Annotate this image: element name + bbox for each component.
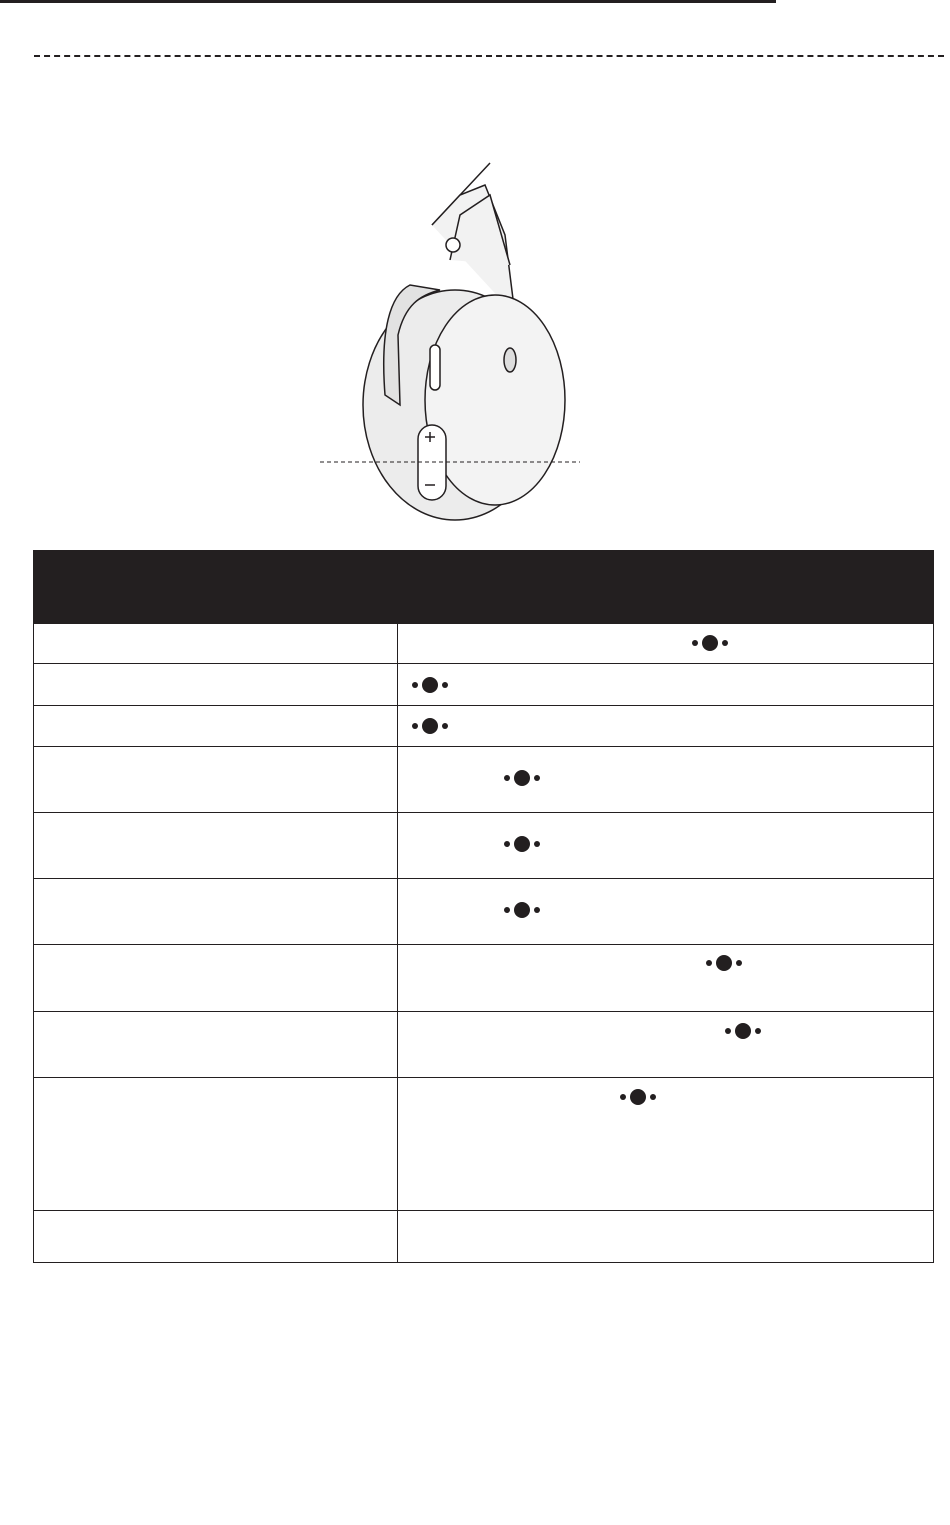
table-row	[34, 1211, 934, 1263]
table-cell	[398, 879, 934, 945]
table-row	[34, 747, 934, 813]
dashed-divider	[34, 55, 944, 57]
table-row	[34, 624, 934, 664]
table-cell	[398, 624, 934, 664]
table-row	[34, 706, 934, 747]
table-cell	[34, 945, 398, 1012]
table-row	[34, 813, 934, 879]
center-button-icon	[614, 1087, 662, 1107]
table-cell	[398, 945, 934, 1012]
table-cell	[34, 706, 398, 747]
center-button-icon	[700, 953, 748, 973]
table-cell	[34, 1012, 398, 1078]
center-button-icon	[498, 834, 546, 854]
table-header-cell	[398, 551, 934, 624]
center-button-icon	[686, 633, 734, 653]
center-button-icon	[498, 768, 546, 788]
table-header-cell	[34, 551, 398, 624]
table-row	[34, 1078, 934, 1211]
table-row	[34, 879, 934, 945]
table-cell	[34, 624, 398, 664]
table-cell	[34, 1078, 398, 1211]
table-cell	[34, 1211, 398, 1263]
table-row	[34, 1012, 934, 1078]
table-row	[34, 945, 934, 1012]
table-cell	[398, 1078, 934, 1211]
headphone-illustration	[310, 155, 600, 525]
table-cell	[34, 879, 398, 945]
center-button-icon	[719, 1021, 767, 1041]
table-cell	[398, 1211, 934, 1263]
table-cell	[398, 706, 934, 747]
table-row	[34, 664, 934, 706]
center-button-icon	[498, 900, 546, 920]
table-cell	[34, 664, 398, 706]
table-cell	[398, 1012, 934, 1078]
table-cell	[398, 747, 934, 813]
table-cell	[398, 664, 934, 706]
table-cell	[34, 813, 398, 879]
center-button-icon	[406, 675, 454, 695]
controls-table	[33, 550, 934, 1263]
table-cell	[34, 747, 398, 813]
table-cell	[398, 813, 934, 879]
table-header-row	[34, 551, 934, 624]
center-button-icon	[406, 716, 454, 736]
top-rule	[0, 0, 776, 3]
